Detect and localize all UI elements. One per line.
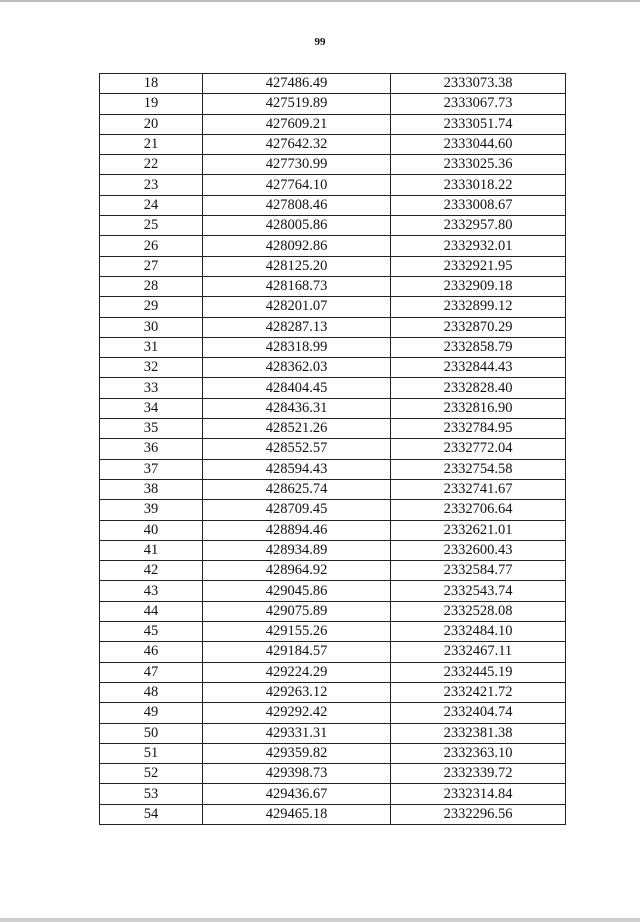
table-row bbox=[100, 297, 566, 317]
table-row bbox=[100, 358, 566, 378]
point-number-cell: 40 bbox=[100, 520, 203, 540]
x-coordinate-cell: 428362.03 bbox=[203, 358, 391, 378]
x-coordinate-cell: 428521.26 bbox=[203, 419, 391, 439]
table-row bbox=[100, 581, 566, 601]
table-row bbox=[100, 337, 566, 357]
table-row bbox=[100, 601, 566, 621]
point-number-cell: 41 bbox=[100, 540, 203, 560]
y-coordinate-cell: 2332621.01 bbox=[391, 520, 566, 540]
point-number-cell: 51 bbox=[100, 743, 203, 763]
table-row bbox=[100, 500, 566, 520]
table-row bbox=[100, 561, 566, 581]
table-row bbox=[100, 256, 566, 276]
x-coordinate-cell: 428168.73 bbox=[203, 276, 391, 296]
point-number-cell: 21 bbox=[100, 134, 203, 154]
point-number-cell: 50 bbox=[100, 723, 203, 743]
x-coordinate-cell: 427642.32 bbox=[203, 134, 391, 154]
page-bottom-edge bbox=[0, 918, 640, 922]
x-coordinate-cell: 429075.89 bbox=[203, 601, 391, 621]
x-coordinate-cell: 429224.29 bbox=[203, 662, 391, 682]
point-number-cell: 37 bbox=[100, 459, 203, 479]
y-coordinate-cell: 2332754.58 bbox=[391, 459, 566, 479]
y-coordinate-cell: 2332772.04 bbox=[391, 439, 566, 459]
y-coordinate-cell: 2332584.77 bbox=[391, 561, 566, 581]
point-number-cell: 23 bbox=[100, 175, 203, 195]
point-number-cell: 44 bbox=[100, 601, 203, 621]
y-coordinate-cell: 2333018.22 bbox=[391, 175, 566, 195]
point-number-cell: 47 bbox=[100, 662, 203, 682]
table-row bbox=[100, 804, 566, 824]
y-coordinate-cell: 2333008.67 bbox=[391, 195, 566, 215]
table-row bbox=[100, 276, 566, 296]
table-row bbox=[100, 175, 566, 195]
y-coordinate-cell: 2332600.43 bbox=[391, 540, 566, 560]
y-coordinate-cell: 2333051.74 bbox=[391, 114, 566, 134]
y-coordinate-cell: 2332484.10 bbox=[391, 622, 566, 642]
y-coordinate-cell: 2333025.36 bbox=[391, 155, 566, 175]
x-coordinate-cell: 428201.07 bbox=[203, 297, 391, 317]
y-coordinate-cell: 2332921.95 bbox=[391, 256, 566, 276]
point-number-cell: 25 bbox=[100, 216, 203, 236]
x-coordinate-cell: 428318.99 bbox=[203, 337, 391, 357]
x-coordinate-cell: 429184.57 bbox=[203, 642, 391, 662]
table-row bbox=[100, 723, 566, 743]
y-coordinate-cell: 2332828.40 bbox=[391, 378, 566, 398]
x-coordinate-cell: 427486.49 bbox=[203, 74, 391, 94]
x-coordinate-cell: 427808.46 bbox=[203, 195, 391, 215]
point-number-cell: 36 bbox=[100, 439, 203, 459]
x-coordinate-cell: 429155.26 bbox=[203, 622, 391, 642]
y-coordinate-cell: 2332296.56 bbox=[391, 804, 566, 824]
y-coordinate-cell: 2332528.08 bbox=[391, 601, 566, 621]
x-coordinate-cell: 428287.13 bbox=[203, 317, 391, 337]
point-number-cell: 30 bbox=[100, 317, 203, 337]
y-coordinate-cell: 2332870.29 bbox=[391, 317, 566, 337]
y-coordinate-cell: 2332543.74 bbox=[391, 581, 566, 601]
table-row bbox=[100, 520, 566, 540]
point-number-cell: 22 bbox=[100, 155, 203, 175]
x-coordinate-cell: 429465.18 bbox=[203, 804, 391, 824]
table-row bbox=[100, 419, 566, 439]
y-coordinate-cell: 2332706.64 bbox=[391, 500, 566, 520]
point-number-cell: 34 bbox=[100, 398, 203, 418]
point-number-cell: 43 bbox=[100, 581, 203, 601]
y-coordinate-cell: 2332909.18 bbox=[391, 276, 566, 296]
y-coordinate-cell: 2332784.95 bbox=[391, 419, 566, 439]
y-coordinate-cell: 2332421.72 bbox=[391, 682, 566, 702]
y-coordinate-cell: 2332844.43 bbox=[391, 358, 566, 378]
y-coordinate-cell: 2332741.67 bbox=[391, 479, 566, 499]
table-row bbox=[100, 439, 566, 459]
point-number-cell: 49 bbox=[100, 703, 203, 723]
table-row bbox=[100, 662, 566, 682]
table-row bbox=[100, 479, 566, 499]
y-coordinate-cell: 2332314.84 bbox=[391, 784, 566, 804]
table-row bbox=[100, 459, 566, 479]
table-row bbox=[100, 540, 566, 560]
x-coordinate-cell: 428092.86 bbox=[203, 236, 391, 256]
y-coordinate-cell: 2332363.10 bbox=[391, 743, 566, 763]
point-number-cell: 45 bbox=[100, 622, 203, 642]
table-row bbox=[100, 622, 566, 642]
y-coordinate-cell: 2333067.73 bbox=[391, 94, 566, 114]
point-number-cell: 33 bbox=[100, 378, 203, 398]
y-coordinate-cell: 2332404.74 bbox=[391, 703, 566, 723]
x-coordinate-cell: 428552.57 bbox=[203, 439, 391, 459]
table-row bbox=[100, 703, 566, 723]
point-number-cell: 52 bbox=[100, 764, 203, 784]
y-coordinate-cell: 2332957.80 bbox=[391, 216, 566, 236]
x-coordinate-cell: 428005.86 bbox=[203, 216, 391, 236]
point-number-cell: 42 bbox=[100, 561, 203, 581]
point-number-cell: 20 bbox=[100, 114, 203, 134]
table-row bbox=[100, 114, 566, 134]
coordinate-table-body bbox=[100, 74, 566, 825]
table-row bbox=[100, 155, 566, 175]
table-row bbox=[100, 94, 566, 114]
y-coordinate-cell: 2332899.12 bbox=[391, 297, 566, 317]
x-coordinate-cell: 429045.86 bbox=[203, 581, 391, 601]
x-coordinate-cell: 428594.43 bbox=[203, 459, 391, 479]
point-number-cell: 54 bbox=[100, 804, 203, 824]
point-number-cell: 53 bbox=[100, 784, 203, 804]
x-coordinate-cell: 429292.42 bbox=[203, 703, 391, 723]
x-coordinate-cell: 428964.92 bbox=[203, 561, 391, 581]
table-row bbox=[100, 216, 566, 236]
x-coordinate-cell: 427519.89 bbox=[203, 94, 391, 114]
x-coordinate-cell: 428625.74 bbox=[203, 479, 391, 499]
table-row bbox=[100, 398, 566, 418]
x-coordinate-cell: 427730.99 bbox=[203, 155, 391, 175]
table-row bbox=[100, 784, 566, 804]
page-top-edge bbox=[0, 0, 640, 2]
point-number-cell: 48 bbox=[100, 682, 203, 702]
point-number-cell: 28 bbox=[100, 276, 203, 296]
point-number-cell: 26 bbox=[100, 236, 203, 256]
table-row bbox=[100, 378, 566, 398]
x-coordinate-cell: 429331.31 bbox=[203, 723, 391, 743]
point-number-cell: 31 bbox=[100, 337, 203, 357]
y-coordinate-cell: 2333073.38 bbox=[391, 74, 566, 94]
point-number-cell: 39 bbox=[100, 500, 203, 520]
x-coordinate-cell: 428934.89 bbox=[203, 540, 391, 560]
table-row bbox=[100, 682, 566, 702]
point-number-cell: 29 bbox=[100, 297, 203, 317]
table-row bbox=[100, 642, 566, 662]
point-number-cell: 18 bbox=[100, 74, 203, 94]
point-number-cell: 38 bbox=[100, 479, 203, 499]
table-row bbox=[100, 317, 566, 337]
point-number-cell: 19 bbox=[100, 94, 203, 114]
y-coordinate-cell: 2333044.60 bbox=[391, 134, 566, 154]
y-coordinate-cell: 2332816.90 bbox=[391, 398, 566, 418]
point-number-cell: 32 bbox=[100, 358, 203, 378]
x-coordinate-cell: 429359.82 bbox=[203, 743, 391, 763]
y-coordinate-cell: 2332445.19 bbox=[391, 662, 566, 682]
table-row bbox=[100, 134, 566, 154]
coordinate-table bbox=[99, 73, 566, 825]
x-coordinate-cell: 428436.31 bbox=[203, 398, 391, 418]
page-number: 99 bbox=[314, 36, 326, 48]
point-number-cell: 46 bbox=[100, 642, 203, 662]
x-coordinate-cell: 428125.20 bbox=[203, 256, 391, 276]
x-coordinate-cell: 428709.45 bbox=[203, 500, 391, 520]
point-number-cell: 24 bbox=[100, 195, 203, 215]
y-coordinate-cell: 2332381.38 bbox=[391, 723, 566, 743]
x-coordinate-cell: 429263.12 bbox=[203, 682, 391, 702]
table-row bbox=[100, 195, 566, 215]
table-row bbox=[100, 74, 566, 94]
table-row bbox=[100, 743, 566, 763]
y-coordinate-cell: 2332467.11 bbox=[391, 642, 566, 662]
x-coordinate-cell: 428894.46 bbox=[203, 520, 391, 540]
y-coordinate-cell: 2332858.79 bbox=[391, 337, 566, 357]
table-row bbox=[100, 236, 566, 256]
x-coordinate-cell: 427609.21 bbox=[203, 114, 391, 134]
x-coordinate-cell: 427764.10 bbox=[203, 175, 391, 195]
x-coordinate-cell: 428404.45 bbox=[203, 378, 391, 398]
table-row bbox=[100, 764, 566, 784]
x-coordinate-cell: 429398.73 bbox=[203, 764, 391, 784]
y-coordinate-cell: 2332932.01 bbox=[391, 236, 566, 256]
point-number-cell: 27 bbox=[100, 256, 203, 276]
point-number-cell: 35 bbox=[100, 419, 203, 439]
y-coordinate-cell: 2332339.72 bbox=[391, 764, 566, 784]
x-coordinate-cell: 429436.67 bbox=[203, 784, 391, 804]
